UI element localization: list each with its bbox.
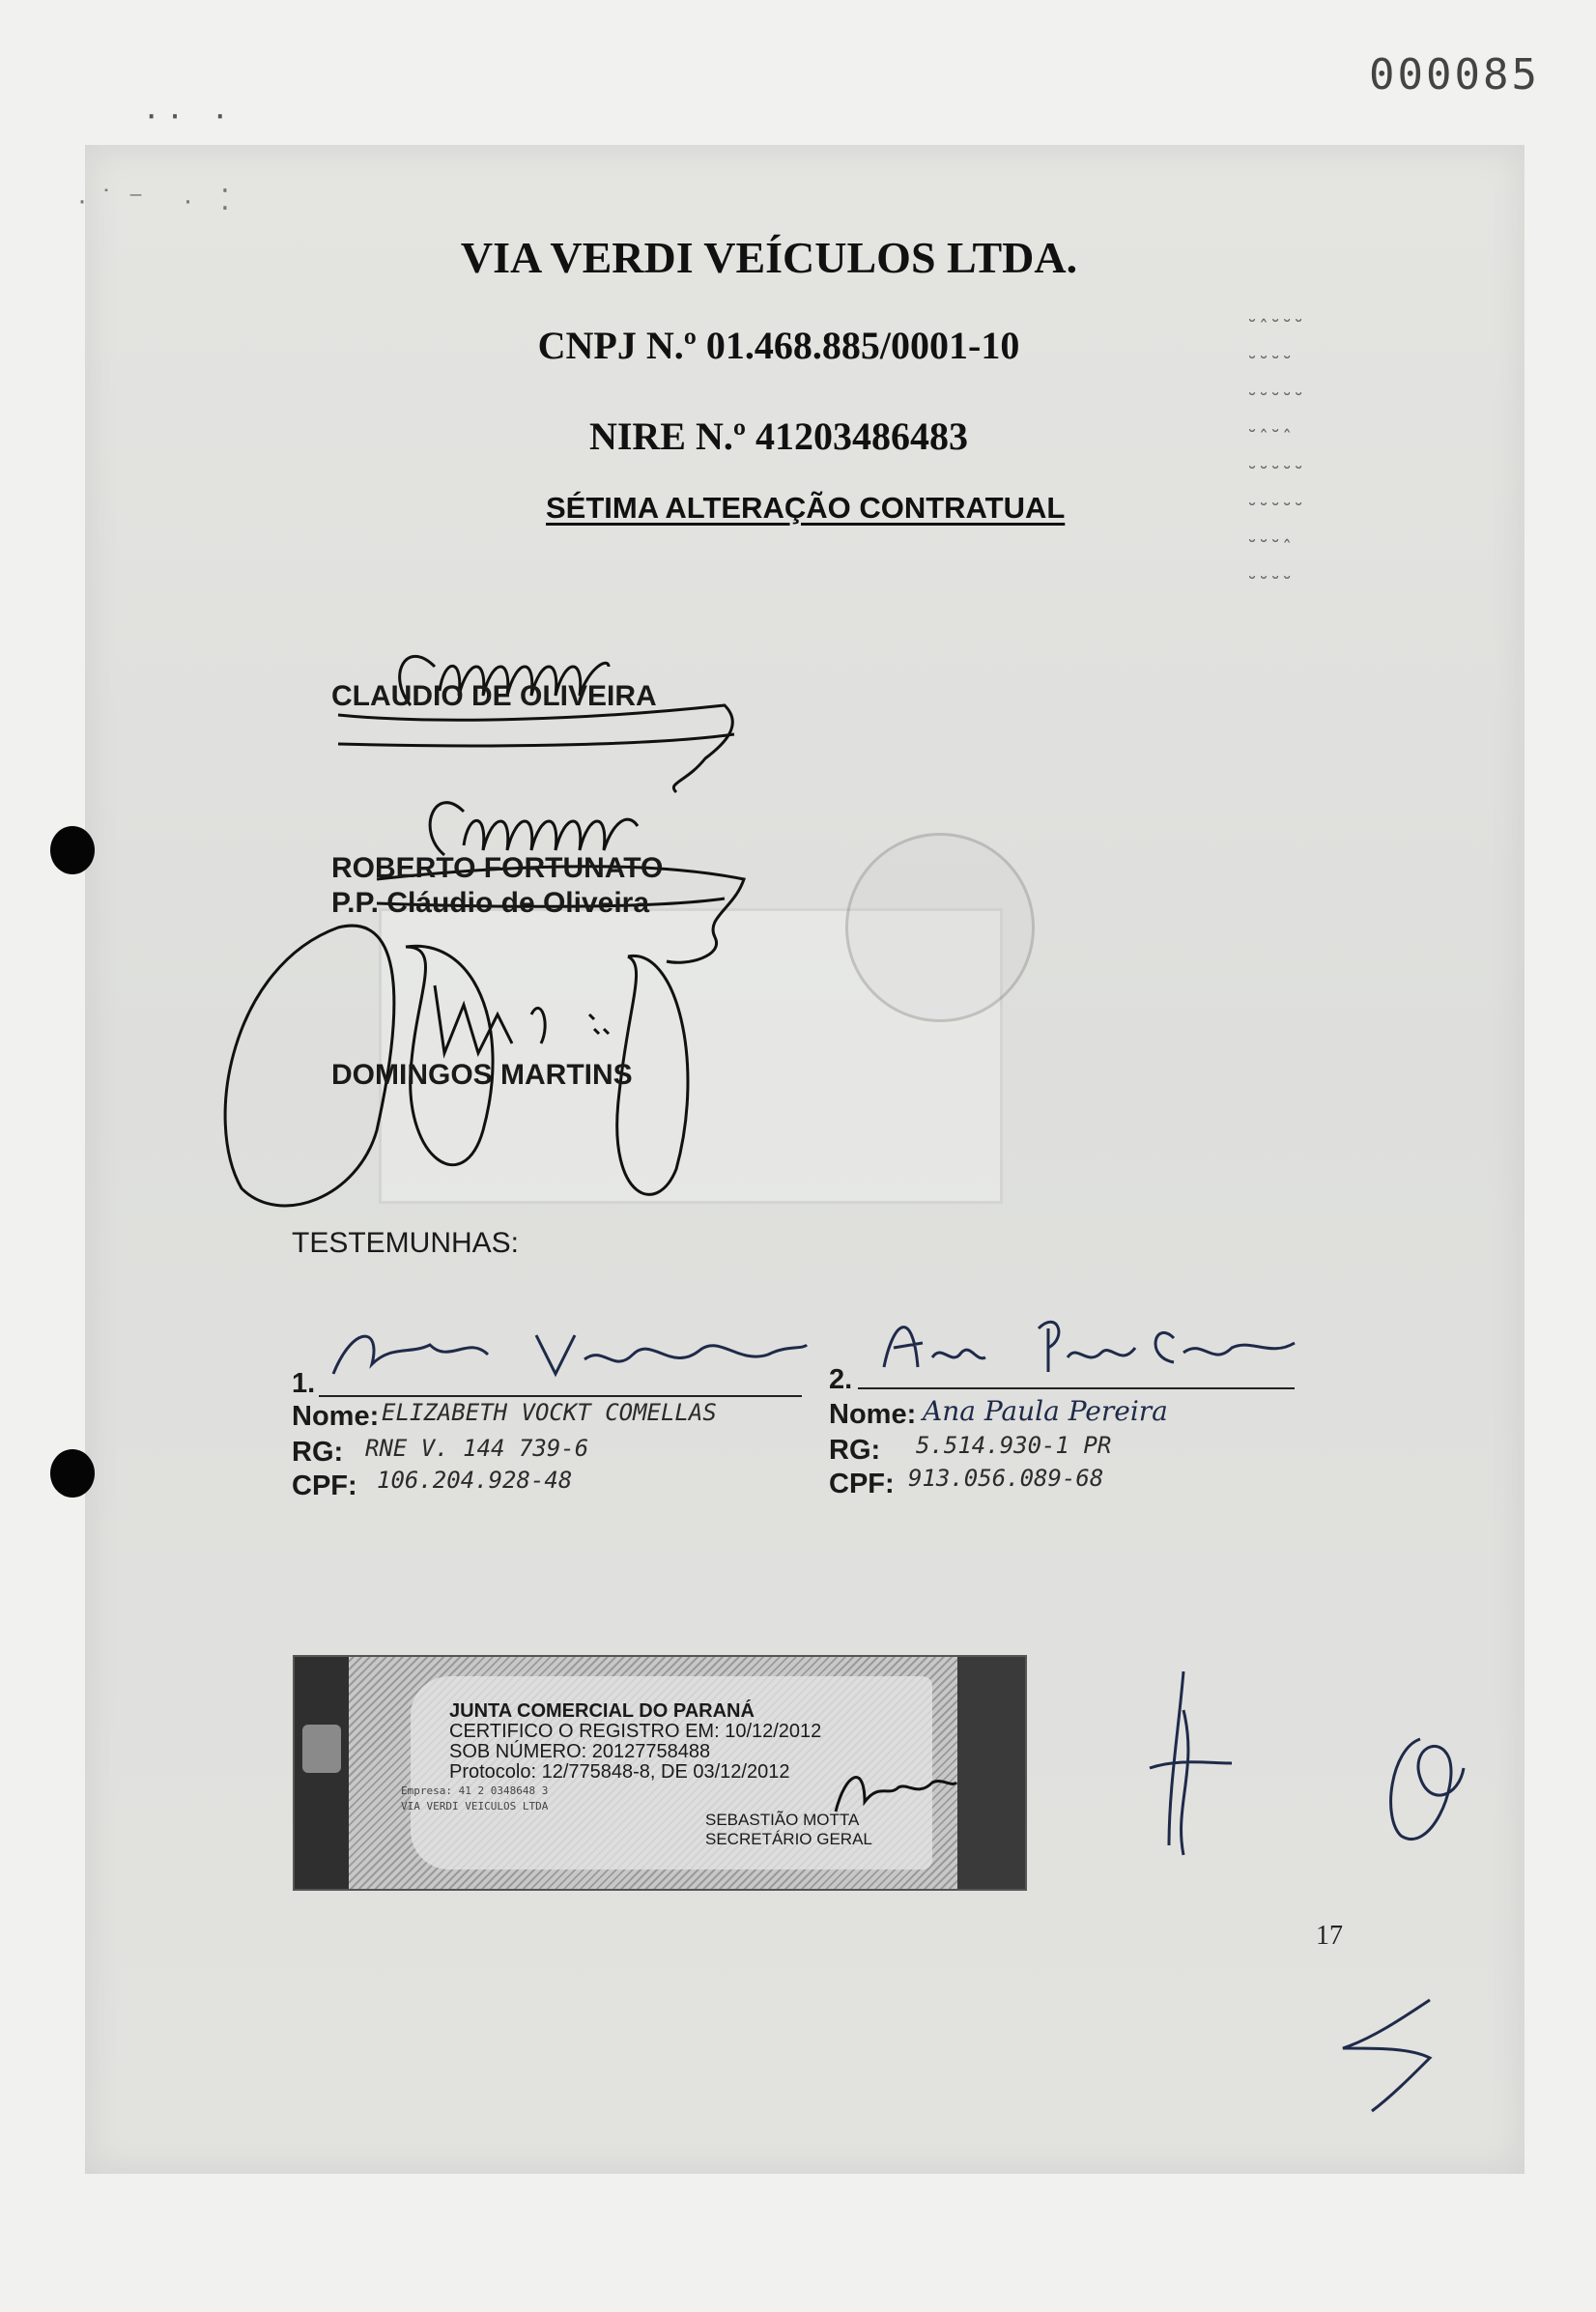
witness-number: 2. bbox=[829, 1364, 853, 1395]
cpf-label: CPF: bbox=[292, 1470, 357, 1501]
contract-title: SÉTIMA ALTERAÇÃO CONTRATUAL bbox=[546, 491, 1066, 525]
signatory-name: DOMINGOS MARTINS bbox=[331, 1059, 633, 1091]
witness-rg: RNE V. 144 739-6 bbox=[365, 1435, 589, 1462]
cpf-label: CPF: bbox=[829, 1469, 895, 1499]
faded-seal bbox=[845, 833, 1035, 1022]
witness-2-signature bbox=[865, 1299, 1299, 1386]
stamp-signer-title: SECRETÁRIO GERAL bbox=[705, 1830, 872, 1848]
witness-name: Ana Paula Pereira bbox=[923, 1395, 1168, 1427]
stamp-line: SOB NÚMERO: 20127758488 bbox=[449, 1741, 711, 1762]
stamp-right-band bbox=[957, 1657, 1025, 1889]
witness-1-signature bbox=[324, 1306, 807, 1393]
stamp-line: CERTIFICO O REGISTRO EM: 10/12/2012 bbox=[449, 1721, 822, 1742]
stamp-small-line: Empresa: 41 2 0348648 3 bbox=[401, 1784, 549, 1797]
rubric-initials bbox=[1333, 1990, 1449, 2116]
witness-cpf: 106.204.928-48 bbox=[377, 1467, 573, 1494]
stamp-small-line: VIA VERDI VEICULOS LTDA bbox=[401, 1800, 549, 1812]
punch-hole bbox=[50, 826, 95, 874]
signatory-proxy: P.P. Cláudio de Oliveira bbox=[331, 887, 650, 919]
folio-number: 17 bbox=[1316, 1921, 1343, 1951]
witness-name: ELIZABETH VOCKT COMELLAS bbox=[382, 1399, 717, 1426]
name-label: Nome: bbox=[292, 1401, 380, 1432]
cnpj-number: CNPJ N.º 01.468.885/0001-10 bbox=[537, 324, 1020, 367]
stamp-line: JUNTA COMERCIAL DO PARANÁ bbox=[449, 1700, 755, 1722]
company-name: VIA VERDI VEÍCULOS LTDA. bbox=[460, 233, 1078, 282]
stamp-line: Protocolo: 12/775848-8, DE 03/12/2012 bbox=[449, 1761, 790, 1783]
punch-hole bbox=[50, 1449, 95, 1498]
witness-rg: 5.514.930-1 PR bbox=[916, 1432, 1112, 1459]
nire-number: NIRE N.º 41203486483 bbox=[588, 414, 969, 458]
perforation-marks: ˘ˆ˘˘˘ ˘˘˘˘ ˘˘˘˘˘ ˘ˆ˘ˆ ˘˘˘˘˘ ˘˘˘˘˘ ˘˘˘ˆ ˘˘˘˘ bbox=[1246, 316, 1305, 596]
rubric-initials bbox=[1382, 1729, 1468, 1855]
signatory-name: CLAUDIO DE OLIVEIRA bbox=[331, 680, 657, 712]
signature-line bbox=[319, 1395, 802, 1397]
stamp-left-band bbox=[295, 1657, 349, 1889]
scan-artifact-marks: · · · bbox=[145, 93, 227, 135]
stamp-signer-name: SEBASTIÃO MOTTA bbox=[705, 1811, 860, 1829]
witnesses-heading: TESTEMUNHAS: bbox=[292, 1227, 520, 1259]
rg-label: RG: bbox=[829, 1435, 881, 1466]
parana-coat-of-arms-icon bbox=[302, 1725, 341, 1773]
signature-line bbox=[858, 1387, 1295, 1389]
signatory-name: ROBERTO FORTUNATO bbox=[331, 852, 664, 884]
witness-cpf: 913.056.089-68 bbox=[908, 1465, 1104, 1492]
witness-number: 1. bbox=[292, 1368, 316, 1399]
page-number-stamp: 000085 bbox=[1369, 50, 1540, 100]
rg-label: RG: bbox=[292, 1437, 344, 1468]
registration-stamp bbox=[293, 1655, 1027, 1891]
rubric-initials bbox=[1140, 1671, 1237, 1855]
scan-noise: · ˙ ⁻ · ⁚ bbox=[77, 185, 234, 216]
name-label: Nome: bbox=[829, 1399, 917, 1430]
